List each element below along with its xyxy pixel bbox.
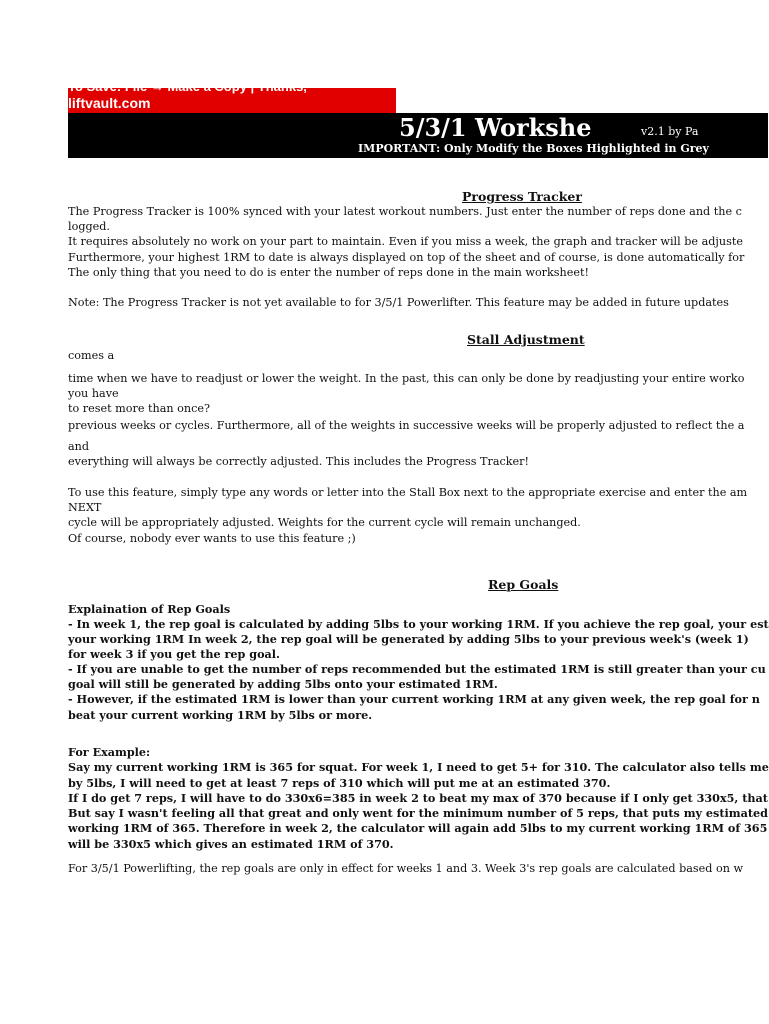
text-line: Note: The Progress Tracker is not yet available to for 3/5/1 Powerlifter. This feature may be added in future updates [68,296,729,309]
stall-adjustment-heading: Stall Adjustment [467,332,585,347]
important-notice: IMPORTANT: Only Modify the Boxes Highlighted in Grey [358,142,709,155]
text-line: Of course, nobody ever wants to use this feature ;) [68,532,356,545]
version-label: v2.1 by Pa [641,125,699,138]
text-line: If I do get 7 reps, I will have to do 330x6=385 in week 2 to beat my max of 370 because if I only get 330x5, that [68,791,768,805]
text-line: to reset more than once? [68,402,210,415]
text-line: For Example: [68,745,151,759]
text-line: logged. [68,220,110,233]
site-link[interactable]: liftvault.com [68,95,151,111]
cropped-text: previous weeks or cycles. Furthermore, all of the weights in successive weeks will be properly adjusted to reflect the a [68,419,745,432]
banner-instruction-text: To Save: File → Make a Copy | Thanks, [68,79,307,94]
text-line: time when we have to readjust or lower the weight. In the past, this can only be done by readjusting your entire worko [68,372,745,385]
text-line: NEXT [68,501,102,514]
progress-tracker-heading: Progress Tracker [462,189,582,204]
header-banner [68,113,768,158]
text-line: - If you are unable to get the number of reps recommended but the estimated 1RM is still greater than your cu [68,662,766,676]
rep-goals-heading: Rep Goals [488,577,559,592]
cropped-text-line [68,419,745,433]
text-line: - In week 1, the rep goal is calculated by adding 5lbs to your working 1RM. If you achieve the rep goal, your est [68,617,769,631]
text-line: beat your current working 1RM by 5lbs or more. [68,708,373,722]
text-line: by 5lbs, I will need to get at least 7 reps of 310 which will put me at an estimated 370. [68,776,611,790]
text-line: working 1RM of 365. Therefore in week 2, the calculator will again add 5lbs to my current working 1RM of 365 [68,821,768,835]
worksheet-title: 5/3/1 Workshe [399,113,592,142]
text-line: - However, if the estimated 1RM is lower than your current working 1RM at any given week, the rep goal for n [68,692,760,706]
red-banner [68,79,396,113]
text-line: But say I wasn't feeling all that great and only went for the minimum number of 5 reps, that puts my estimated [68,806,768,820]
cropped-text-line [68,349,698,363]
text-line: Furthermore, your highest 1RM to date is always displayed on top of the sheet and of course, is done automatically for [68,251,745,264]
text-line: will be 330x5 which gives an estimated 1RM of 370. [68,837,394,851]
text-line: Explaination of Rep Goals [68,602,231,616]
cropped-text: comes a [68,349,115,362]
text-line: It requires absolutely no work on your part to maintain. Even if you miss a week, the graph and tracker will be adjuste [68,235,743,248]
text-line: cycle will be appropriately adjusted. Weights for the current cycle will remain unchanged. [68,516,581,529]
text-line: your working 1RM In week 2, the rep goal will be generated by adding 5lbs to your previous week's (week 1) [68,632,749,646]
text-line: The Progress Tracker is 100% synced with your latest workout numbers. Just enter the number of reps done and the c [68,205,742,218]
text-line: Say my current working 1RM is 365 for squat. For week 1, I need to get 5+ for 310. The calculator also tells me [68,760,769,774]
text-line: and [68,440,90,453]
text-line: you have [68,387,119,400]
rep-goals-footer: For 3/5/1 Powerlifting, the rep goals are only in effect for weeks 1 and 3. Week 3's rep goals are calculated based on w [68,862,744,875]
text-line: The only thing that you need to do is enter the number of reps done in the main worksheet! [68,266,589,279]
text-line: for week 3 if you get the rep goal. [68,647,280,661]
text-line: goal will still be generated by adding 5lbs onto your estimated 1RM. [68,677,498,691]
text-line: everything will always be correctly adjusted. This includes the Progress Tracker! [68,455,530,468]
text-line: To use this feature, simply type any words or letter into the Stall Box next to the appropriate exercise and enter the am [68,486,748,499]
